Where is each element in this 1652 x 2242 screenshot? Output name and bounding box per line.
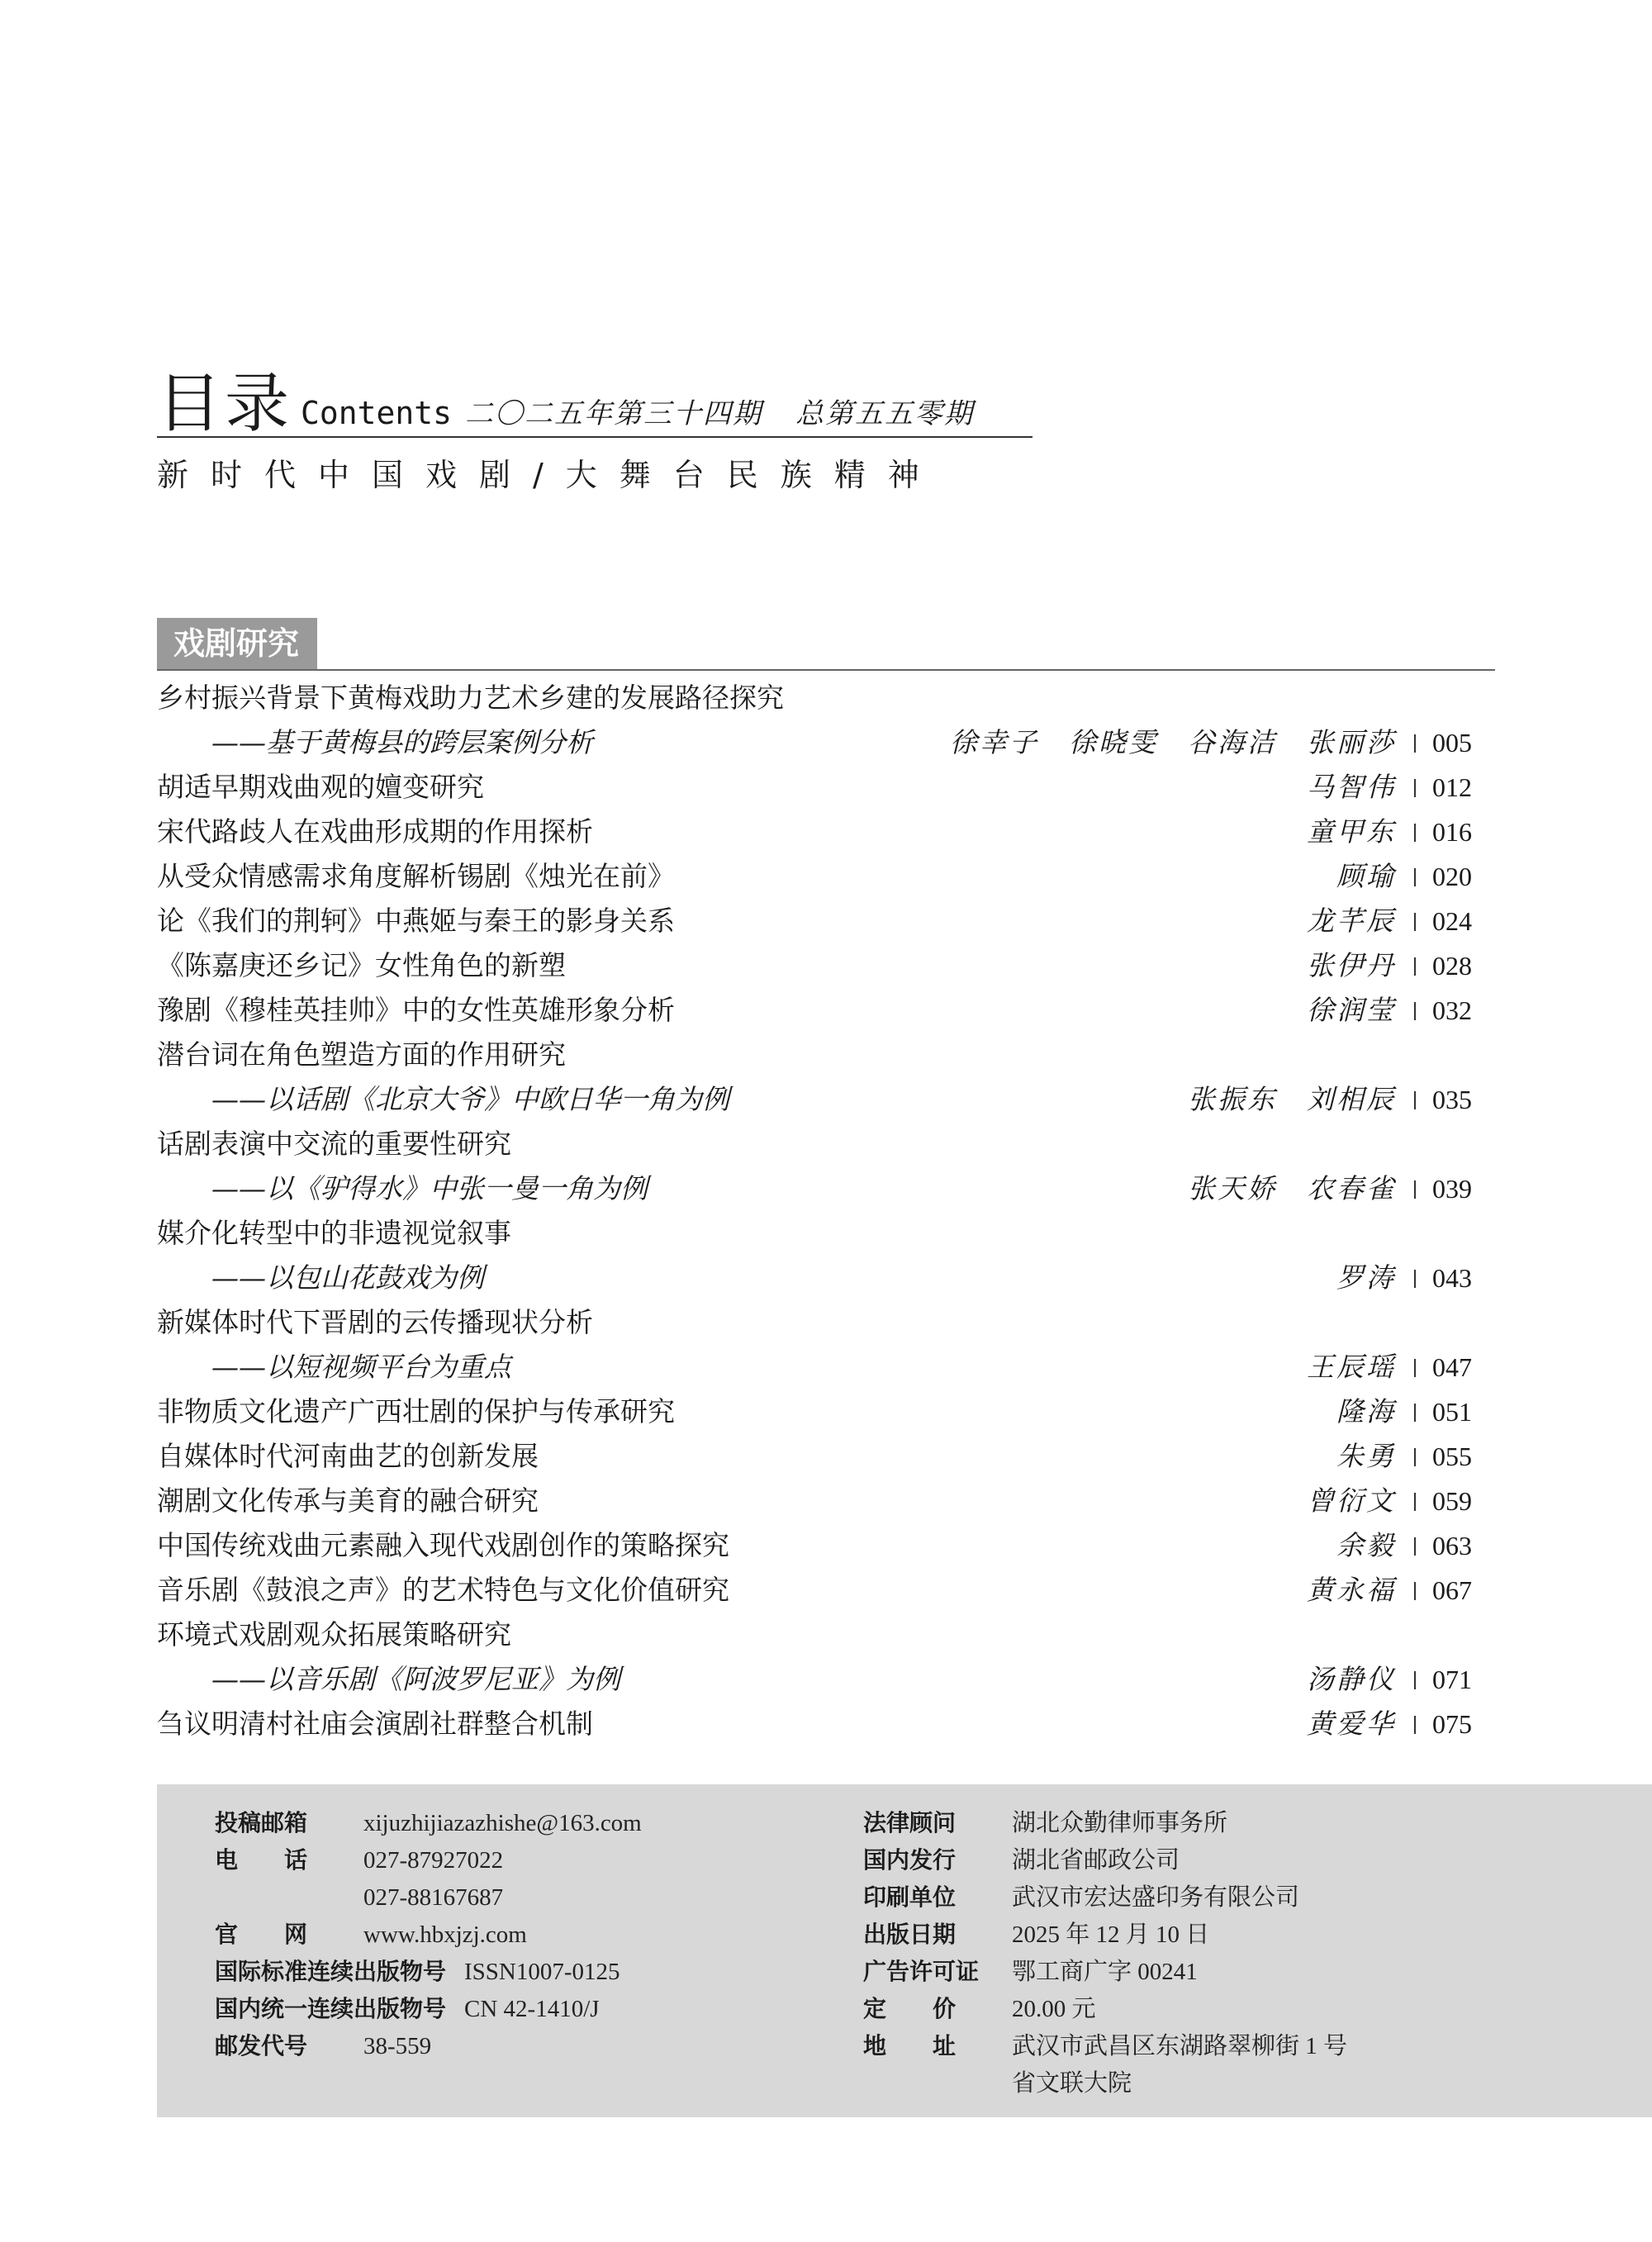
masthead <box>157 362 1032 495</box>
info-row <box>863 1953 1347 1990</box>
info-value: 20.00 元 <box>1012 1996 1096 2022</box>
info-label: 出版日期 <box>863 1921 957 1948</box>
article-authors <box>1307 1523 1396 1568</box>
info-label: 国内统一连续出版物号 <box>215 1995 447 2022</box>
author-name: 谷海洁 <box>1188 726 1277 758</box>
article-title: ——基于黄梅县的跨层案例分析 <box>211 726 593 758</box>
page-number: 012 <box>1432 765 1495 810</box>
toc-entry[interactable] <box>157 810 1495 854</box>
article-authors <box>1277 1657 1396 1702</box>
article-authors <box>1307 1389 1396 1434</box>
toc-entry[interactable] <box>157 1122 1495 1166</box>
author-name: 余毅 <box>1336 1529 1396 1561</box>
toc-entry[interactable] <box>157 1613 1495 1657</box>
toc-entry[interactable] <box>157 1300 1495 1345</box>
section-title: 戏剧研究 <box>157 618 317 669</box>
article-title: ——以话剧《北京大爷》中欧日华一角为例 <box>211 1083 729 1115</box>
info-row <box>863 1841 1347 1879</box>
toc-subtitle-entry[interactable] <box>157 1077 1495 1122</box>
article-authors <box>1277 810 1396 854</box>
article-authors <box>1307 1434 1396 1479</box>
info-row <box>215 1953 642 1990</box>
article-title: 豫剧《穆桂英挂帅》中的女性英雄形象分析 <box>157 994 675 1026</box>
article-title: 《陈嘉庚还乡记》女性角色的新塑 <box>157 949 566 981</box>
toc-entry[interactable] <box>157 1033 1495 1077</box>
info-row <box>215 1916 642 1953</box>
toc-entry[interactable] <box>157 1479 1495 1523</box>
author-name: 王辰瑶 <box>1307 1351 1396 1383</box>
article-title: 胡适早期戏曲观的嬗变研究 <box>157 771 484 803</box>
article-title: 论《我们的荆轲》中燕姬与秦王的影身关系 <box>157 905 675 937</box>
info-label: 广告许可证 <box>863 1958 980 1985</box>
author-name: 黄爱华 <box>1307 1708 1396 1740</box>
info-row <box>215 1841 642 1879</box>
contents-label: Contents <box>301 395 453 431</box>
info-row <box>863 2027 1347 2064</box>
publication-info-left <box>215 1804 642 2064</box>
info-value: ISSN1007-0125 <box>464 1959 620 1985</box>
page-number: 075 <box>1432 1702 1495 1746</box>
author-name: 徐晓雯 <box>1069 726 1158 758</box>
info-value: 武汉市武昌区东湖路翠柳街 1 号 <box>1012 2033 1348 2059</box>
page-number: 005 <box>1432 720 1495 765</box>
toc-subtitle-entry[interactable] <box>157 1256 1495 1300</box>
toc-entry[interactable] <box>157 854 1495 899</box>
info-value: 027-87927022 <box>363 1847 504 1874</box>
info-row <box>863 1916 1347 1953</box>
toc-entry[interactable] <box>157 1702 1495 1746</box>
info-row <box>215 1990 642 2027</box>
article-title: 话剧表演中交流的重要性研究 <box>157 1128 511 1160</box>
toc-entry[interactable] <box>157 1389 1495 1434</box>
info-row <box>215 2027 642 2064</box>
info-value: 湖北众勤律师事务所 <box>1012 1810 1228 1836</box>
author-name: 农春雀 <box>1307 1172 1396 1204</box>
article-title: 潮剧文化传承与美育的融合研究 <box>157 1484 539 1517</box>
article-authors <box>1307 1256 1396 1300</box>
page-number: 063 <box>1432 1523 1495 1568</box>
toc-subtitle-entry[interactable] <box>157 1166 1495 1211</box>
info-value: www.hbxjzj.com <box>363 1921 527 1948</box>
page-number: 071 <box>1432 1657 1495 1702</box>
author-name: 张天娇 <box>1188 1172 1277 1204</box>
toc-entry[interactable] <box>157 899 1495 943</box>
article-title: 环境式戏剧观众拓展策略研究 <box>157 1618 511 1651</box>
info-label: 国际标准连续出版物号 <box>215 1958 447 1985</box>
author-name: 顾瑜 <box>1336 860 1396 892</box>
publication-info-right <box>863 1804 1347 2102</box>
page-number: 016 <box>1432 810 1495 854</box>
toc-entry[interactable] <box>157 1434 1495 1479</box>
page-number: 035 <box>1432 1077 1495 1122</box>
author-name: 刘相辰 <box>1307 1083 1396 1115</box>
info-label: 官 网 <box>215 1921 308 1948</box>
author-name: 张伊丹 <box>1307 949 1396 981</box>
info-row <box>863 2064 1347 2102</box>
toc-entry[interactable] <box>157 988 1495 1033</box>
issue-total: 总第五五零期 <box>795 397 975 430</box>
info-label: 法律顾问 <box>863 1809 957 1836</box>
page-number: 039 <box>1432 1166 1495 1211</box>
toc-entry[interactable] <box>157 1211 1495 1256</box>
info-value: 027-88167687 <box>363 1884 504 1911</box>
article-authors <box>1277 765 1396 810</box>
info-label: 印刷单位 <box>863 1883 957 1911</box>
article-title: ——以短视频平台为重点 <box>211 1351 511 1383</box>
article-authors <box>1158 1077 1396 1122</box>
toc-entry[interactable] <box>157 765 1495 810</box>
info-row <box>863 1879 1347 1916</box>
author-name: 徐润莹 <box>1307 994 1396 1026</box>
info-label: 定 价 <box>863 1995 957 2022</box>
article-title: 新媒体时代下晋剧的云传播现状分析 <box>157 1306 593 1338</box>
section-header <box>157 618 1495 671</box>
title-line <box>157 362 1032 441</box>
author-name: 罗涛 <box>1336 1261 1396 1294</box>
page-number: 020 <box>1432 854 1495 899</box>
issue-number: 二〇二五年第三十四期 <box>465 397 763 430</box>
author-name: 马智伟 <box>1307 771 1396 803</box>
toc-entry[interactable] <box>157 943 1495 988</box>
info-value: CN 42-1410/J <box>464 1996 600 2022</box>
page-number: 059 <box>1432 1479 1495 1523</box>
page-title: 目录 <box>157 367 293 441</box>
article-title: ——以音乐剧《阿波罗尼亚》为例 <box>211 1663 620 1695</box>
page-number: 067 <box>1432 1568 1495 1613</box>
toc-entry[interactable] <box>157 1523 1495 1568</box>
author-name: 汤静仪 <box>1307 1663 1396 1695</box>
author-name: 曾衍文 <box>1307 1484 1396 1517</box>
table-of-contents <box>157 676 1495 1746</box>
info-row <box>863 1990 1347 2027</box>
article-title: 乡村振兴背景下黄梅戏助力艺术乡建的发展路径探究 <box>157 682 784 714</box>
article-authors <box>1277 988 1396 1033</box>
author-name: 徐幸子 <box>950 726 1039 758</box>
author-name: 张丽莎 <box>1307 726 1396 758</box>
info-label: 地 址 <box>863 2032 957 2059</box>
article-authors <box>1277 943 1396 988</box>
author-name: 童甲东 <box>1307 815 1396 848</box>
info-row <box>215 1879 642 1916</box>
author-name: 龙芊辰 <box>1307 905 1396 937</box>
author-name: 黄永福 <box>1307 1574 1396 1606</box>
info-value: 湖北省邮政公司 <box>1012 1847 1180 1874</box>
page-number: 043 <box>1432 1256 1495 1300</box>
info-value: 武汉市宏达盛印务有限公司 <box>1012 1884 1300 1911</box>
article-title: 从受众情感需求角度解析锡剧《烛光在前》 <box>157 860 675 892</box>
page-number: 024 <box>1432 899 1495 943</box>
article-title: ——以《驴得水》中张一曼一角为例 <box>211 1172 648 1204</box>
article-title: 中国传统戏曲元素融入现代戏剧创作的策略探究 <box>157 1529 729 1561</box>
article-authors <box>1307 854 1396 899</box>
page-number: 055 <box>1432 1434 1495 1479</box>
article-authors <box>1277 1568 1396 1613</box>
article-authors <box>1277 1479 1396 1523</box>
author-name: 朱勇 <box>1336 1440 1396 1472</box>
page-number: 032 <box>1432 988 1495 1033</box>
page-number: 051 <box>1432 1389 1495 1434</box>
article-authors <box>1158 1166 1396 1211</box>
toc-subtitle-entry[interactable] <box>157 1345 1495 1389</box>
info-label: 投稿邮箱 <box>215 1809 308 1836</box>
author-name: 张振东 <box>1188 1083 1277 1115</box>
info-value: 38-559 <box>363 2033 432 2059</box>
publication-info-panel <box>157 1784 1652 2117</box>
info-label: 国内发行 <box>863 1846 957 1874</box>
article-authors <box>1277 1702 1396 1746</box>
toc-subtitle-entry[interactable] <box>157 720 1495 765</box>
article-title: 宋代路歧人在戏曲形成期的作用探析 <box>157 815 593 848</box>
info-value: xijuzhijiazazhishe@163.com <box>363 1810 642 1836</box>
info-label: 邮发代号 <box>215 2032 308 2059</box>
author-name: 隆海 <box>1336 1395 1396 1427</box>
article-title: 音乐剧《鼓浪之声》的艺术特色与文化价值研究 <box>157 1574 729 1606</box>
article-title: ——以包山花鼓戏为例 <box>211 1261 484 1294</box>
article-authors <box>1277 1345 1396 1389</box>
article-title: 自媒体时代河南曲艺的创新发展 <box>157 1440 539 1472</box>
article-authors <box>1277 899 1396 943</box>
toc-entry[interactable] <box>157 676 1495 720</box>
article-title: 媒介化转型中的非遗视觉叙事 <box>157 1217 511 1249</box>
info-row <box>863 1804 1347 1841</box>
toc-subtitle-entry[interactable] <box>157 1657 1495 1702</box>
article-authors <box>920 720 1396 765</box>
info-row <box>215 1804 642 1841</box>
info-value: 鄂工商广字 00241 <box>1012 1959 1198 1985</box>
article-title: 非物质文化遗产广西壮剧的保护与传承研究 <box>157 1395 675 1427</box>
info-label: 电 话 <box>215 1846 308 1874</box>
info-value: 省文联大院 <box>1012 2070 1132 2097</box>
toc-entry[interactable] <box>157 1568 1495 1613</box>
page-number: 028 <box>1432 943 1495 988</box>
journal-slogan: 新时代中国戏剧/大舞台民族精神 <box>157 457 942 493</box>
article-title: 刍议明清村社庙会演剧社群整合机制 <box>157 1708 593 1740</box>
article-title: 潜台词在角色塑造方面的作用研究 <box>157 1038 566 1071</box>
info-value: 2025 年 12 月 10 日 <box>1012 1921 1210 1948</box>
page-number: 047 <box>1432 1345 1495 1389</box>
